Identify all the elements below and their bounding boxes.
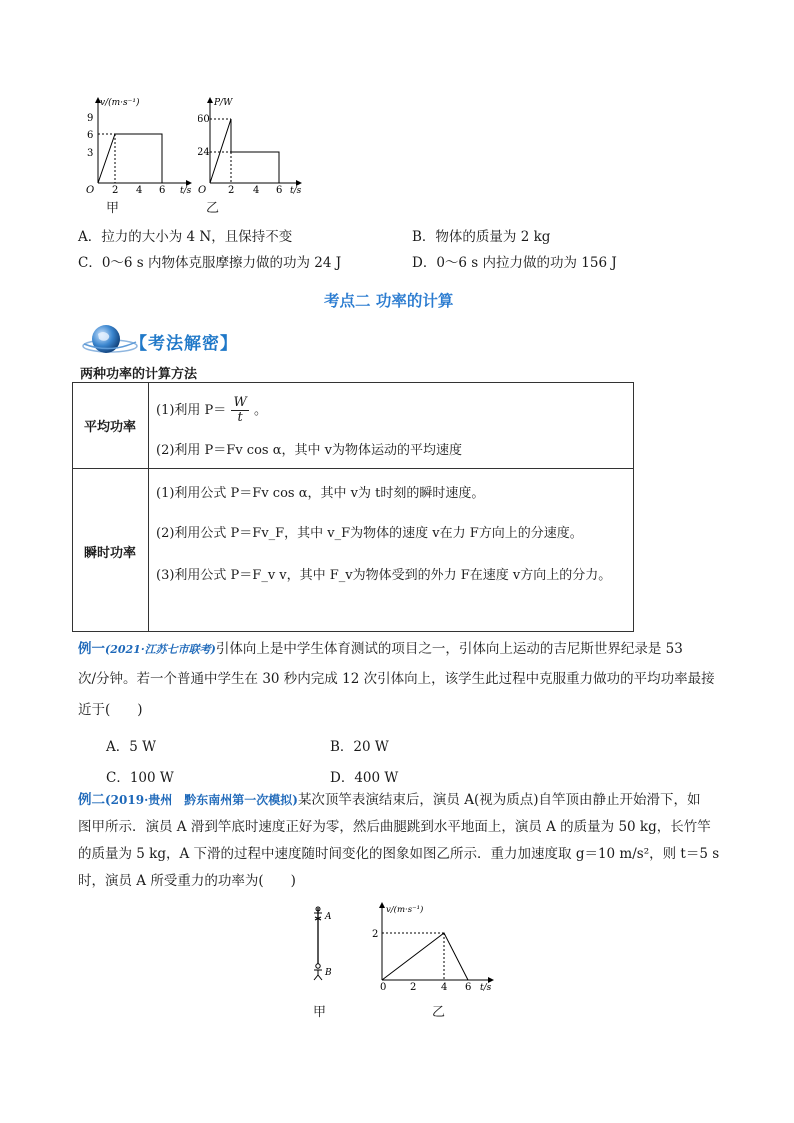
methods-table (72, 382, 634, 632)
option-a: A．拉力的大小为 4 N，且保持不变 (78, 229, 293, 245)
fraction (231, 396, 248, 425)
example2-label: 例二 (78, 792, 105, 808)
avg-line1-suffix: 。 (253, 403, 267, 418)
avg-line1-prefix: (1)利用 P＝ (156, 403, 227, 418)
example1-source: (2021·江苏七市联考) (105, 643, 216, 656)
origin-label: O (198, 185, 207, 195)
option-b: B．物体的质量为 2 kg (412, 229, 551, 245)
section-title: 考点二 功率的计算 (324, 291, 454, 310)
y-tick-2: 2 (372, 929, 379, 940)
example2-line3: 的质量为 5 kg，A 下滑的过程中速度随时间变化的图象如图乙所示．重力加速度取 g＝10 m/s²，则 t＝5 s (78, 846, 720, 862)
velocity-line (98, 134, 162, 183)
vt-graph-caption: 乙 (432, 1005, 446, 1020)
example2-text1: 某次顶竿表演结束后，演员 A(视为质点)自竿顶由静止开始滑下，如 (297, 792, 701, 808)
y-tick-6: 6 (87, 130, 94, 141)
example1-line1 (78, 636, 683, 663)
x-tick-4: 4 (136, 185, 143, 195)
label-a: A (325, 912, 332, 922)
option-c: C．0～6 s 内物体克服摩擦力做的功为 24 J (78, 255, 342, 271)
avg-line2: (2)利用 P＝Fv cos α，其中 v为物体运动的平均速度 (156, 443, 462, 458)
y-tick-3: 3 (87, 148, 94, 159)
inst-line1: (1)利用公式 P＝Fv cos α，其中 v为 t时刻的瞬时速度。 (156, 486, 485, 501)
y-label: P/W (214, 98, 233, 108)
vt-graph (370, 900, 500, 996)
y-tick-60: 60 (198, 114, 210, 125)
x-label: t/s (180, 186, 192, 195)
power-line (210, 119, 279, 183)
graph-jia-caption: 甲 (106, 201, 120, 216)
fraction-num: W (233, 395, 247, 410)
pole-figure-caption: 甲 (313, 1005, 327, 1020)
option-d: D．0～6 s 内拉力做的功为 156 J (412, 255, 617, 271)
example1-line3: 近于( ) (78, 702, 143, 718)
example2-line2: 图甲所示．演员 A 滑到竿底时速度正好为零，然后曲腿跳到水平地面上，演员 A 的质量为 50 kg，长竹竿 (78, 819, 711, 835)
inst-power-head: 瞬时功率 (83, 546, 136, 561)
y-axis-arrow (207, 97, 213, 103)
fraction-den: t (237, 410, 243, 425)
table-row-divider (72, 468, 634, 469)
x-tick-6: 6 (465, 982, 472, 993)
origin-label: O (86, 185, 95, 195)
vt-graph-svg (370, 900, 500, 996)
example1-line2: 次/分钟。若一个普通中学生在 30 秒内完成 12 次引体向上，该学生此过程中克服重力做功的平均功率最接 (78, 671, 715, 687)
velocity-line (382, 933, 468, 980)
y-label: v/(m·s⁻¹) (386, 905, 424, 915)
y-axis-arrow (379, 902, 385, 908)
avg-power-head: 平均功率 (83, 420, 136, 435)
banner-text: 【考法解密】 (130, 334, 238, 354)
x-tick-2: 2 (228, 185, 235, 195)
graph-yi-svg (198, 95, 318, 195)
graph-yi-caption: 乙 (206, 201, 220, 216)
table-col-divider (148, 382, 149, 632)
example1-option-c: C．100 W (106, 770, 174, 786)
example1-option-a: A．5 W (106, 739, 157, 755)
x-label: t/s (290, 186, 302, 195)
methods-caption: 两种功率的计算方法 (80, 367, 198, 382)
origin-label: 0 (380, 982, 387, 993)
example1-option-b: B．20 W (330, 739, 389, 755)
example1-text1: 引体向上是中学生体育测试的项目之一，引体向上运动的吉尼斯世界纪录是 53 (215, 641, 683, 657)
performer-b-head (316, 964, 320, 968)
example1-label: 例一 (78, 641, 105, 657)
label-b: B (325, 968, 332, 978)
y-tick-24: 24 (198, 147, 210, 158)
graph-jia (78, 95, 198, 195)
example2-source: (2019·贵州 黔东南州第一次模拟) (105, 793, 298, 807)
graph-jia-svg (78, 95, 198, 195)
example1-option-d: D．400 W (330, 770, 399, 786)
x-tick-4: 4 (253, 185, 260, 195)
inst-line2: (2)利用公式 P＝Fv_F，其中 v_F为物体的速度 v在力 F方向上的分速度。 (156, 526, 583, 541)
y-label: v/(m·s⁻¹) (100, 98, 140, 108)
example2-line4: 时，演员 A 所受重力的功率为( ) (78, 873, 296, 889)
pole-figure-svg (300, 900, 350, 985)
x-tick-2: 2 (112, 185, 119, 195)
y-tick-9: 9 (87, 113, 94, 124)
x-tick-6: 6 (159, 185, 166, 195)
x-label: t/s (480, 983, 492, 993)
inst-line3: (3)利用公式 P＝F_v v，其中 F_v为物体受到的外力 F在速度 v方向上的分力。 (156, 568, 612, 583)
graph-yi (198, 95, 318, 195)
avg-line1 (156, 396, 267, 425)
banner (80, 320, 280, 358)
x-tick-4: 4 (441, 982, 448, 993)
pole-figure (300, 900, 350, 985)
performer-b-body (314, 970, 322, 980)
x-tick-2: 2 (410, 982, 417, 993)
x-tick-6: 6 (276, 185, 283, 195)
example2-line1 (78, 787, 701, 814)
